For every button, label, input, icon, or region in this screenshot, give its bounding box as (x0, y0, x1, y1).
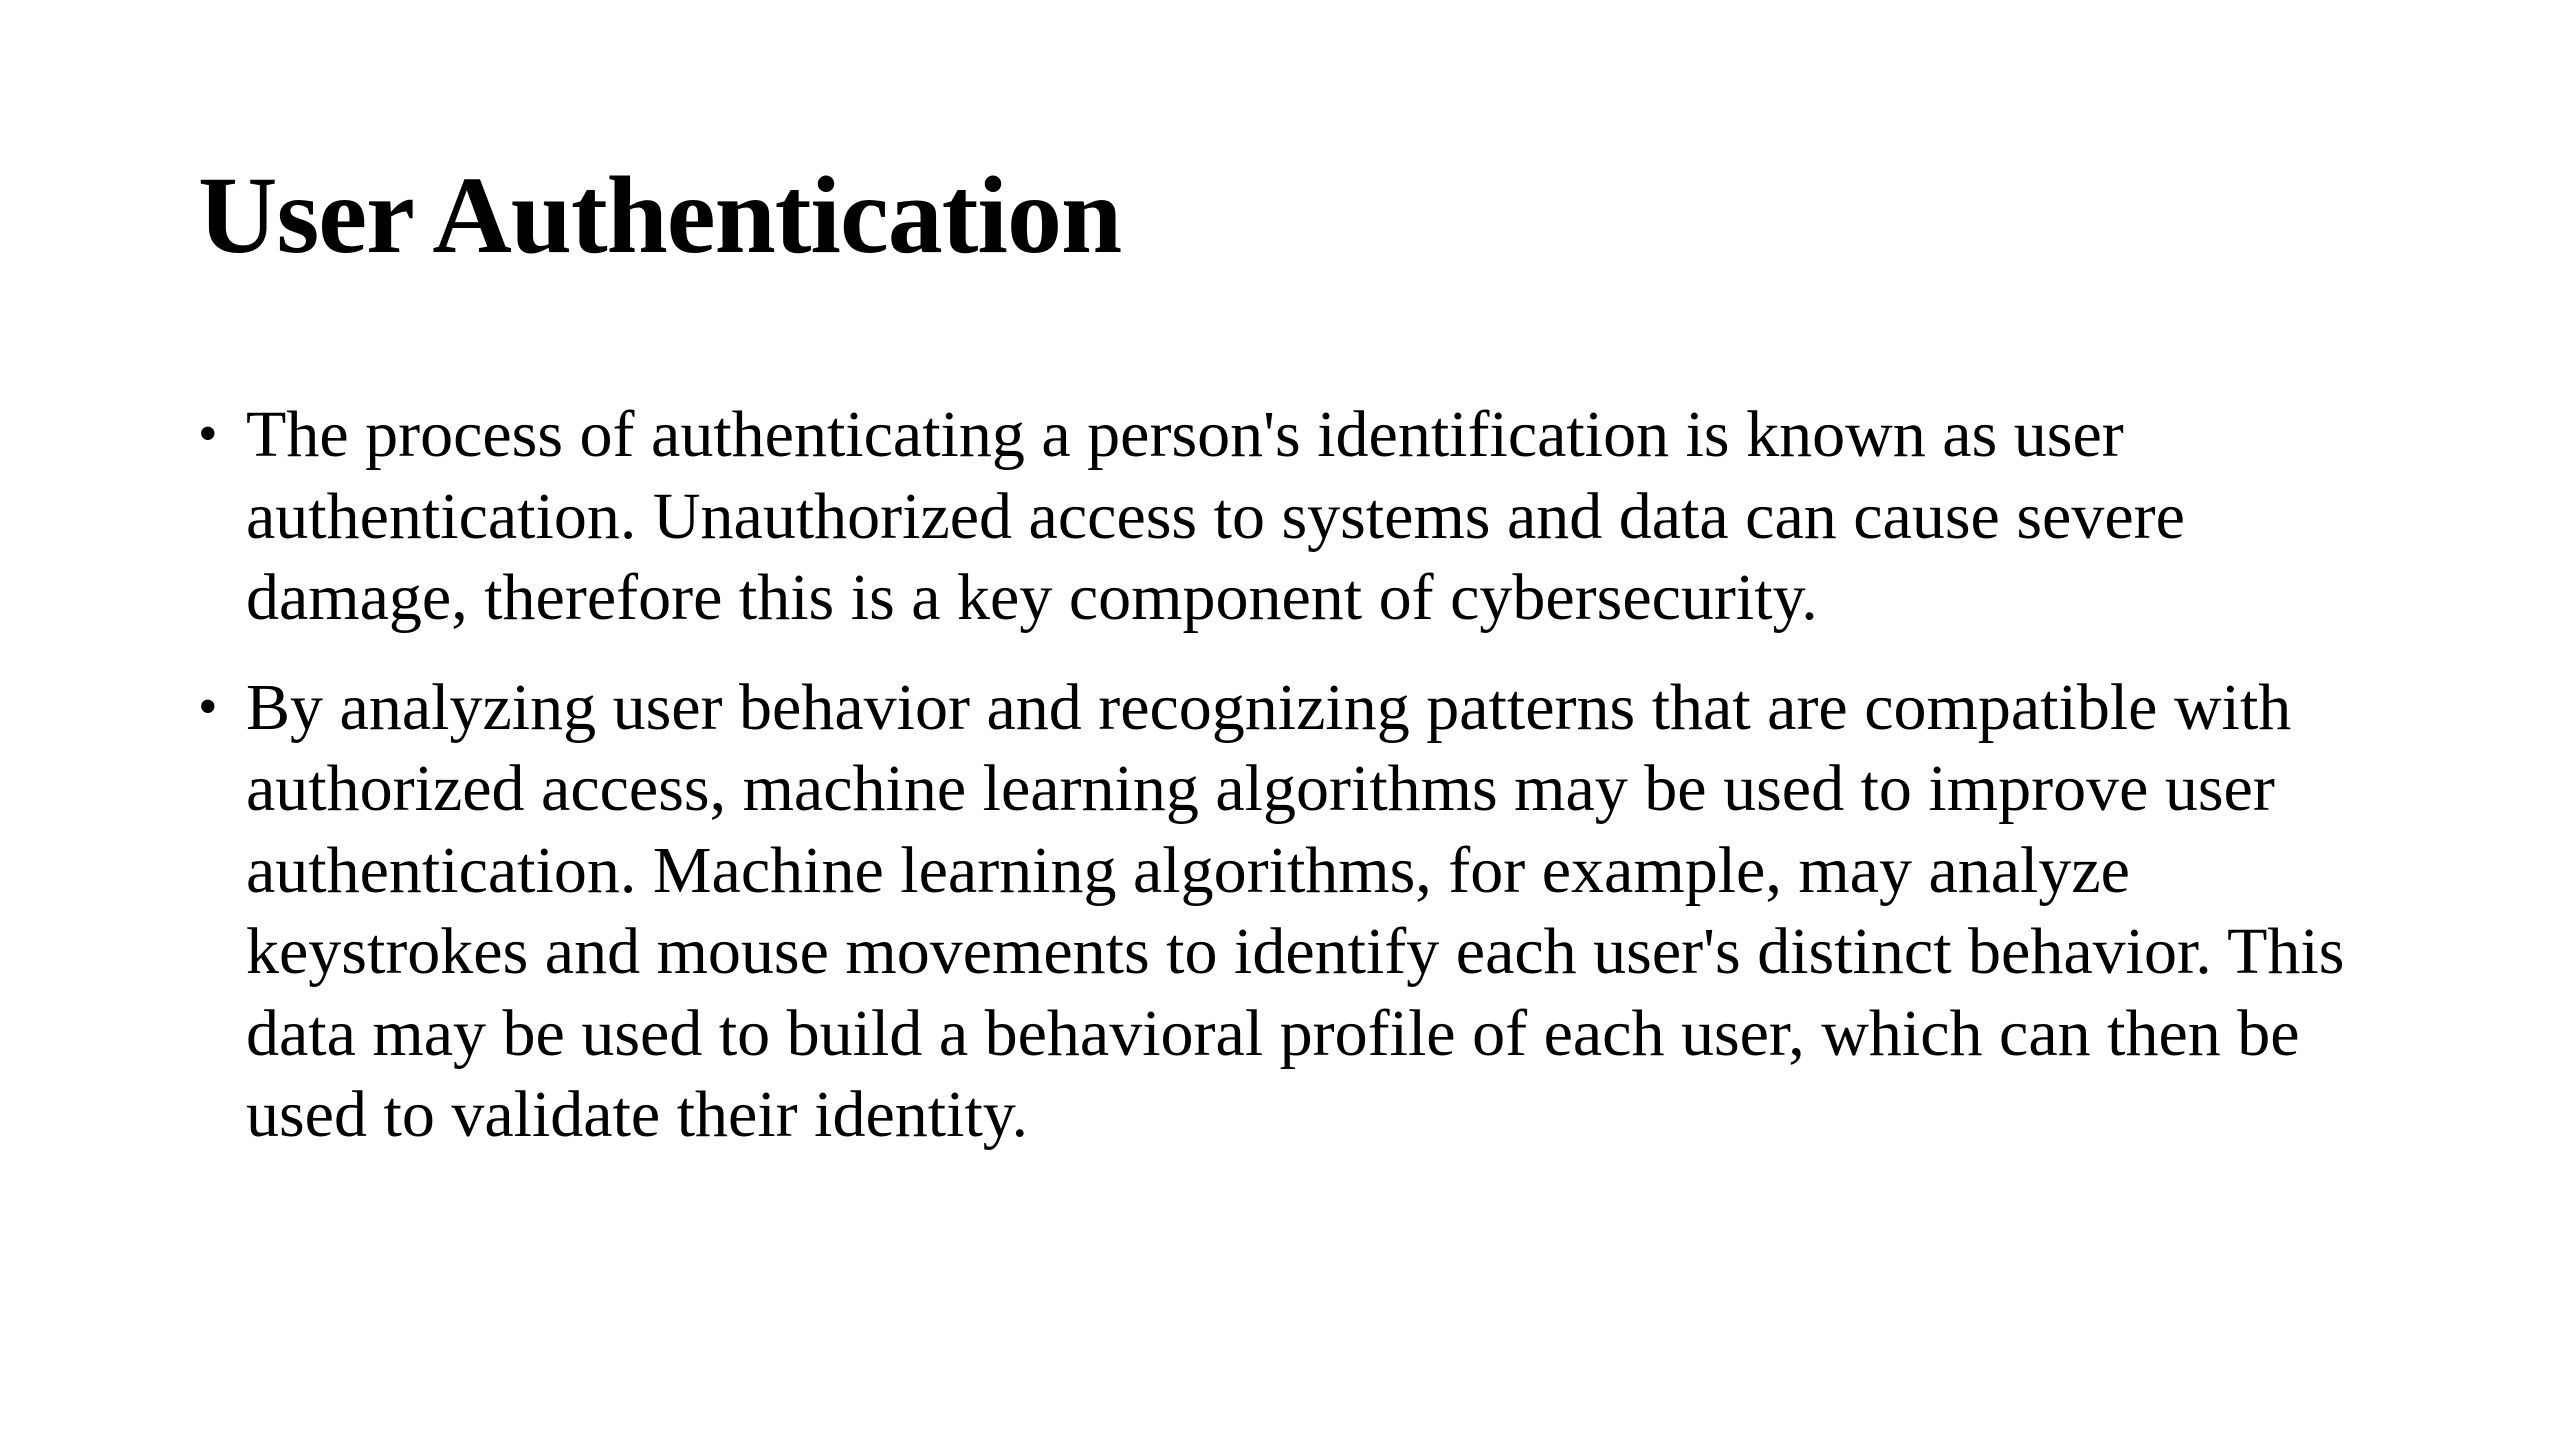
bullet-text: By analyzing user behavior and recognizing patterns that are compatible with authorized access, machine learning algorithms may be used to improve user authentication. Machine learning algorithms, for example, may analyze keystrokes and mouse movements to identify each user's distinct behavior. This data may be used to build a behavioral profile of each user, which can then be used to validate their identity. (246, 670, 2345, 1151)
bullet-item (198, 394, 2398, 639)
bullet-icon: • (198, 675, 218, 738)
bullet-text: The process of authenticating a person's identification is known as user authentication. Unauthorized access to systems and data can cause severe damage, therefore this is a key component of cybersecurity. (246, 398, 2185, 634)
bullet-icon: • (198, 403, 218, 465)
bullet-item (198, 667, 2398, 1156)
bullet-list (198, 394, 2398, 1184)
slide-title: User Authentication (198, 154, 1122, 276)
